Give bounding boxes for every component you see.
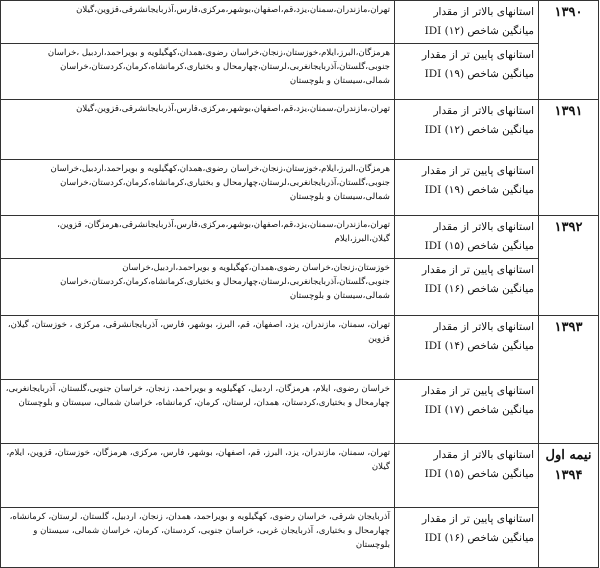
table-row: [1, 380, 599, 444]
provinces-cell: تهران، سمنان، مازندران، یزد، البرز، قم، اصفهان، بوشهر، فارس، مرکزی، هرمزگان، خوزستان، قزوین، ایلام، گیلان: [1, 444, 395, 508]
year-cell: نیمه اول ۱۳۹۴: [539, 444, 599, 568]
table-row: [1, 444, 599, 508]
category-cell: استانهای پایین تر از مقدار میانگین شاخص IDI (۱۹): [395, 160, 539, 216]
category-cell: استانهای پایین تر از مقدار میانگین شاخص IDI (۱۹): [395, 44, 539, 100]
year-cell: ۱۳۹۰: [539, 1, 599, 100]
table-row: [1, 316, 599, 380]
table-row: [1, 1, 599, 44]
category-cell: استانهای پایین تر از مقدار میانگین شاخص IDI (۱۶): [395, 508, 539, 568]
category-cell: استانهای بالاتر از مقدار میانگین شاخص IDI (۱۲): [395, 1, 539, 44]
category-cell: استانهای بالاتر از مقدار میانگین شاخص IDI (۱۵): [395, 216, 539, 259]
table-row: [1, 508, 599, 568]
provinces-cell: خوزستان،زنجان،خراسان رضوی،همدان،کهگیلویه و بویراحمد،اردبیل،خراسان جنوبی،گلستان،آذربایجانغربی،لرستان،چهارمحال و بختیاری،کرمانشاه،کرمان،کردستان،خراسان شمالی،سیستان و بلوچستان: [1, 259, 395, 316]
year-cell: ۱۳۹۲: [539, 216, 599, 316]
category-cell: استانهای بالاتر از مقدار میانگین شاخص IDI (۱۴): [395, 316, 539, 380]
year-cell: ۱۳۹۳: [539, 316, 599, 444]
table-row: [1, 100, 599, 160]
category-cell: استانهای بالاتر از مقدار میانگین شاخص IDI (۱۲): [395, 100, 539, 160]
table-row: [1, 216, 599, 259]
provinces-cell: خراسان رضوی، ایلام، هرمزگان، اردبیل، کهگیلویه و بویراحمد، زنجان، خراسان جنوبی،گلستان، آذربایجانغربی، چهارمحال و بختیاری،کردستان، همدان، لرستان، کرمان، کرمانشاه، خراسان شمالی، سیستان و بلوچستان: [1, 380, 395, 444]
year-cell: ۱۳۹۱: [539, 100, 599, 216]
table-row: [1, 160, 599, 216]
provinces-cell: هرمزگان،البرز،ایلام،خوزستان،زنجان،خراسان رضوی،همدان،کهگیلویه و بویراحمد،اردبیل،خراسان جنوبی،گلستان،آذربایجانغربی،لرستان،چهارمحال و بختیاری،کرمانشاه،کرمان،کردستان،خراسان شمالی،سیستان و بلوچستان: [1, 160, 395, 216]
provinces-cell: تهران،مازندران،سمنان،یزد،قم،اصفهان،بوشهر،مرکزی،فارس،آذربایجانشرقی،قزوین،گیلان: [1, 100, 395, 160]
category-cell: استانهای پایین تر از مقدار میانگین شاخص IDI (۱۷): [395, 380, 539, 444]
provinces-cell: آذربایجان شرقی، خراسان رضوی، کهگیلویه و بویراحمد، همدان، زنجان، اردبیل، گلستان، لرستان، کرمانشاه، چهارمحال و بختیاری، آذربایجان غربی، خراسان جنوبی، کردستان، کرمان، خراسان شمالی، سیستان و بلوچستان: [1, 508, 395, 568]
category-cell: استانهای بالاتر از مقدار میانگین شاخص IDI (۱۵): [395, 444, 539, 508]
provinces-cell: تهران،مازندران،سمنان،یزد،قم،اصفهان،بوشهر،مرکزی،فارس،آذربایجانشرقی،هرمزگان، قزوین، گیلان،البرز،ایلام: [1, 216, 395, 259]
provinces-cell: هرمزگان،البرز،ایلام،خوزستان،زنجان،خراسان رضوی،همدان،کهگیلویه و بویراحمد،اردبیل ،خراسان جنوبی،گلستان،آذربایجانغربی،لرستان،چهارمحال و بختیاری،کرمانشاه،کرمان،کردستان،خراسان شمالی،سیستان و بلوچستان: [1, 44, 395, 100]
provinces-cell: تهران،مازندران،سمنان،یزد،قم،اصفهان،بوشهر،مرکزی،فارس،آذربایجانشرقی،قزوین،گیلان: [1, 1, 395, 44]
category-cell: استانهای پایین تر از مقدار میانگین شاخص IDI (۱۶): [395, 259, 539, 316]
provinces-cell: تهران، سمنان، مازندران، یزد، اصفهان، قم، البرز، بوشهر، فارس، آذربایجانشرقی، مرکزی ، خوزستان، گیلان، قزوین: [1, 316, 395, 380]
table-row: [1, 259, 599, 316]
table-row: [1, 44, 599, 100]
